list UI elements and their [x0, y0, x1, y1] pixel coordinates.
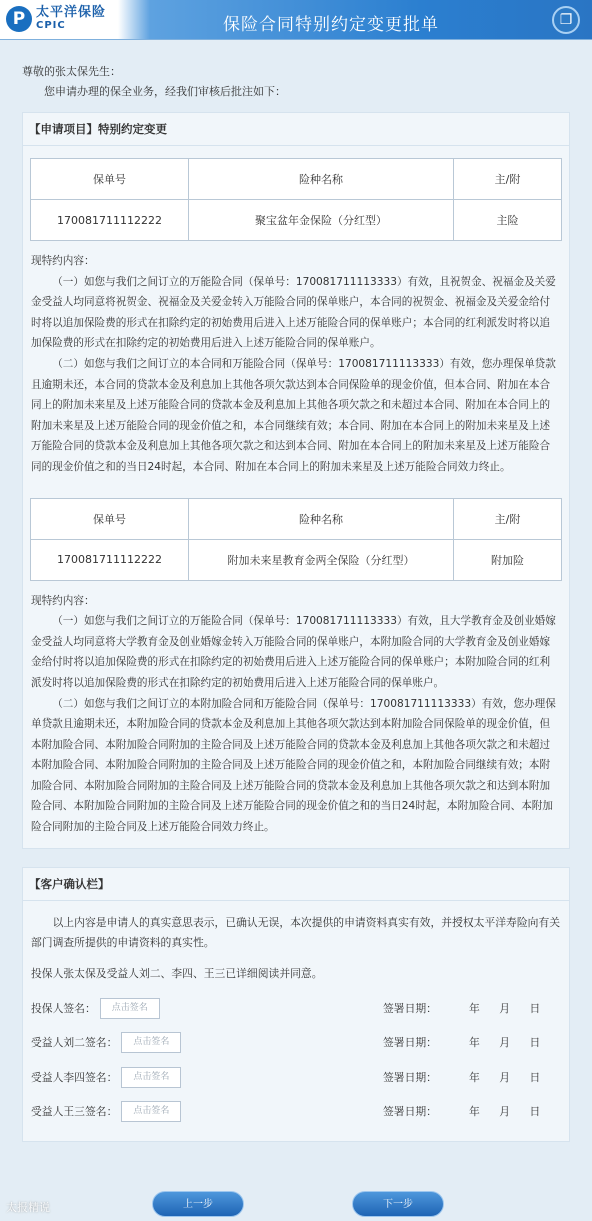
confirmation-statement: 以上内容是申请人的真实意思表示，已确认无误，本次提供的申请资料真实有效，并授权太平洋寿险向有关部门调查所提供的申请资料的真实性。: [31, 915, 561, 950]
terms-label: 现特约内容：: [31, 255, 95, 267]
col-main-rider: 主/附: [454, 159, 562, 200]
sign-date-fields: 年 月 日: [469, 1036, 541, 1050]
sign-date-label: 签署日期：: [383, 1105, 437, 1119]
terms-paragraph: （二）如您与我们之间订立的本合同和万能险合同（保单号：170081711113333）有效，您办理保单贷款且逾期未还，本合同的贷款本金及利息加上其他各项欠款达到本合同保险单的现金价值，但本合同、附加在本合同上的附加未来星及上述万能险合同的贷款本金及利息加上其他各项欠款之和未超过本合同、附加在本合同上的附加未来星及上述万能险合同的现金价值之和，本合同继续有效；本合同、附加在本合同上的附加未来星及上述万能险合同的贷款本金及利息加上其他各项欠款之和达到本合同、附加在本合同上的附加未来星及上述万能险合同的现金价值之和的当日24时起，本合同、附加在本合同上的附加未来星及上述万能险合同效力终止。: [31, 357, 556, 473]
col-policy-no: 保单号: [31, 159, 189, 200]
application-heading: 【申请项目】特别约定变更: [23, 113, 569, 146]
watermark: 太报精说: [6, 1201, 50, 1214]
application-panel: [22, 112, 570, 849]
logo-p-icon: P: [6, 6, 32, 32]
signature-row-applicant: [23, 991, 569, 1026]
policy-number: 170081711112222: [31, 200, 189, 241]
sign-date-fields: 年 月 日: [469, 1070, 541, 1084]
col-product-name: 险种名称: [189, 498, 454, 539]
greeting-intro: 您申请办理的保全业务，经我们审核后批注如下：: [44, 85, 286, 98]
product-name: 聚宝盆年金保险（分红型）: [189, 200, 454, 241]
signer-label: 受益人刘二签名：: [31, 1036, 118, 1050]
policy-number: 170081711112222: [31, 539, 189, 580]
sign-date-label: 签署日期：: [383, 1001, 437, 1015]
salutation: 尊敬的张太保先生：: [22, 65, 121, 78]
signature-row-liu: [23, 1025, 569, 1060]
sign-date-label: 签署日期：: [383, 1036, 437, 1050]
table-row: [31, 539, 562, 580]
window-restore-icon: ❐: [559, 12, 573, 28]
agreement-note: 投保人张太保及受益人刘二、李四、王三已详细阅读并同意。: [31, 966, 323, 980]
policy-table-rider: [30, 498, 562, 581]
prev-step-button[interactable]: 上一步: [152, 1191, 244, 1217]
logo-name-cn: 太平洋保险: [36, 5, 107, 20]
app-header: [0, 0, 592, 40]
policy-table-main: [30, 158, 562, 241]
special-terms-main: [23, 241, 569, 478]
signature-row-li: [23, 1060, 569, 1095]
terms-paragraph: （一）如您与我们之间订立的万能险合同（保单号：170081711113333）有效，且大学教育金及创业婚嫁金受益人均同意将大学教育金及创业婚嫁金转入万能险合同的保单账户，本附加险合同的大学教育金及创业婚嫁金给付时将以追加保险费的形式在扣除约定的初始费用后进入上述万能险合同的保单账户；本附加险合同的红利派发时将以追加保险费的形式在扣除约定的初始费用后进入上述万能险合同的保单账户。: [31, 615, 556, 689]
greeting: [0, 40, 592, 102]
terms-paragraph: （二）如您与我们之间订立的本附加险合同和万能险合同（保单号：170081711113333）有效，您办理保单贷款且逾期未还，本附加险合同的贷款本金及利息加上其他各项欠款达到本附加险合同保险单的现金价值，但本附加险合同、本附加险合同附加的主险合同及上述万能险合同的贷款本金及利息加上其他各项欠款之和未超过本附加险合同、本附加险合同附加的主险合同及上述万能险合同的现金价值之和，本附加险合同继续有效；本附加险合同、本附加险合同附加的主险合同及上述万能险合同的贷款本金及利息加上其他各项欠款之和达到本附加险合同、本附加险合同附加的主险合同及上述万能险合同的现金价值之和的当日24时起，本附加险合同、本附加险合同附加的主险合同及上述万能险合同效力终止。: [31, 697, 556, 834]
terms-label: 现特约内容：: [31, 594, 95, 607]
col-policy-no: 保单号: [31, 498, 189, 539]
signature-row-wang: [23, 1094, 569, 1129]
sign-button[interactable]: 点击签名: [100, 998, 160, 1019]
sign-date-fields: 年 月 日: [469, 1001, 541, 1015]
col-product-name: 险种名称: [189, 159, 454, 200]
sign-date-label: 签署日期：: [383, 1070, 437, 1084]
signer-label: 受益人李四签名：: [31, 1070, 118, 1084]
special-terms-rider: [23, 581, 569, 848]
signer-label: 投保人签名：: [31, 1001, 96, 1015]
sign-button[interactable]: 点击签名: [121, 1032, 181, 1053]
signer-label: 受益人王三签名：: [31, 1105, 118, 1119]
footer-nav: [0, 1183, 592, 1221]
coverage-type: 附加险: [454, 539, 562, 580]
confirmation-heading: 【客户确认栏】: [23, 868, 569, 901]
table-row: [31, 200, 562, 241]
col-main-rider: 主/附: [454, 498, 562, 539]
terms-paragraph: （一）如您与我们之间订立的万能险合同（保单号：170081711113333）有效，且祝贺金、祝福金及关爱金受益人均同意将祝贺金、祝福金及关爱金转入万能险合同的保单账户，本合同的祝贺金、祝福金及关爱金给付时将以追加保险费的形式在扣除约定的初始费用后进入上述万能险合同的保单账户；本合同的红利派发时将以追加保险费的形式在扣除约定的初始费用后进入上述万能险合同的保单账户。: [31, 275, 556, 350]
window-toggle-button[interactable]: [552, 6, 580, 34]
coverage-type: 主险: [454, 200, 562, 241]
next-step-button[interactable]: 下一步: [352, 1191, 444, 1217]
logo-name-en: CPIC: [36, 20, 66, 31]
sign-date-fields: 年 月 日: [469, 1105, 541, 1119]
sign-button[interactable]: 点击签名: [121, 1101, 181, 1122]
sign-button[interactable]: 点击签名: [121, 1067, 181, 1088]
confirmation-panel: [22, 867, 570, 1142]
page-title: 保险合同特别约定变更批单: [223, 15, 439, 35]
product-name: 附加未来星教育金两全保险（分红型）: [189, 539, 454, 580]
